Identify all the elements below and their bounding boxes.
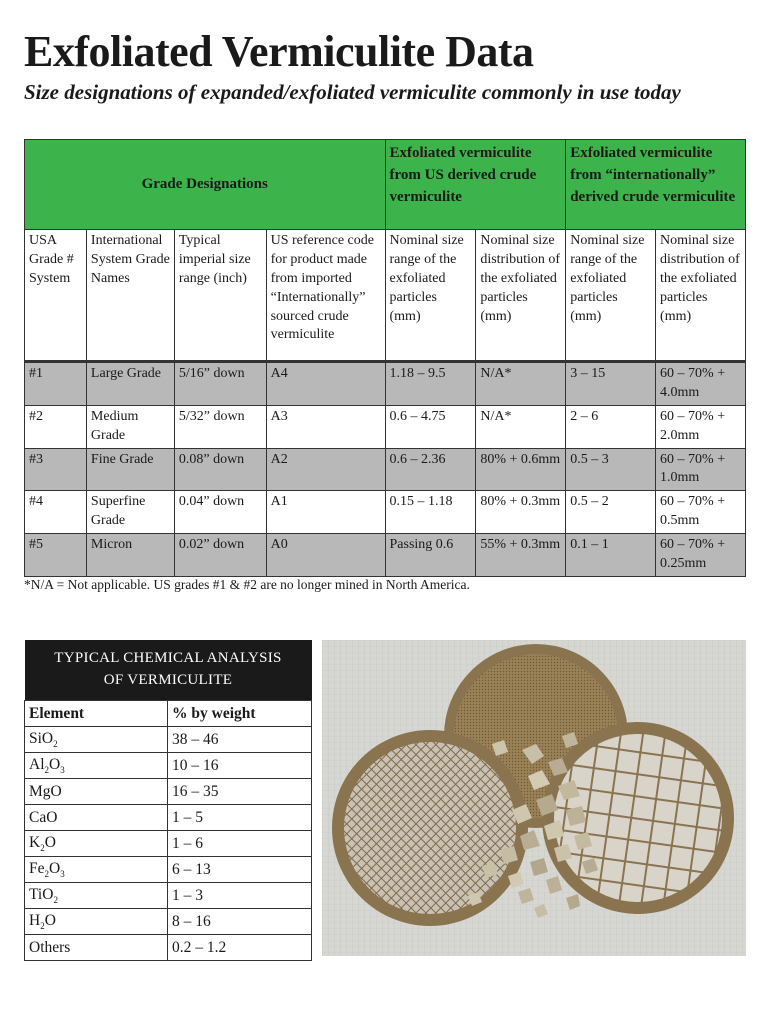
chemical-analysis-title xyxy=(25,640,312,701)
weight-cell: 16 – 35 xyxy=(168,779,312,805)
table-row xyxy=(25,362,746,406)
weight-cell: 1 – 3 xyxy=(168,883,312,909)
table-row xyxy=(25,805,312,831)
table-cell: 60 – 70% + 0.5mm xyxy=(656,491,746,534)
table-cell: 3 – 15 xyxy=(566,362,656,406)
table-cell: 0.6 – 2.36 xyxy=(385,448,476,491)
column-header: Nominal size distribution of the exfoliated particles (mm) xyxy=(656,230,746,362)
table-row xyxy=(25,753,312,779)
weight-cell: 8 – 16 xyxy=(168,909,312,935)
table-cell: Micron xyxy=(86,534,174,577)
table-cell: N/A* xyxy=(476,405,566,448)
table-cell: #3 xyxy=(25,448,87,491)
table-cell: 1.18 – 9.5 xyxy=(385,362,476,406)
element-column-header: Element xyxy=(25,701,168,727)
intl-derived-header: Exfoliated vermiculite from “internationally” derived crude vermiculite xyxy=(566,140,746,230)
column-header: Nominal size range of the exfoliated particles (mm) xyxy=(385,230,476,362)
page-subtitle: Size designations of expanded/exfoliated vermiculite commonly in use today xyxy=(24,80,681,104)
table-cell: 0.1 – 1 xyxy=(566,534,656,577)
sieves-illustration xyxy=(322,640,746,956)
column-header: Nominal size range of the exfoliated particles (mm) xyxy=(566,230,656,362)
table-row xyxy=(25,909,312,935)
weight-cell: 1 – 5 xyxy=(168,805,312,831)
weight-cell: 38 – 46 xyxy=(168,727,312,753)
table-cell: #4 xyxy=(25,491,87,534)
element-cell: MgO xyxy=(25,779,168,805)
table-cell: 0.04” down xyxy=(174,491,266,534)
weight-column-header: % by weight xyxy=(168,701,312,727)
table-cell: 60 – 70% + 1.0mm xyxy=(656,448,746,491)
table-cell: A3 xyxy=(266,405,385,448)
table-cell: 55% + 0.3mm xyxy=(476,534,566,577)
sieves-with-vermiculite-photo xyxy=(322,640,746,956)
grade-designations-table xyxy=(24,139,746,577)
weight-cell: 1 – 6 xyxy=(168,831,312,857)
table-cell: 80% + 0.6mm xyxy=(476,448,566,491)
element-cell: TiO$_2$ xyxy=(25,883,168,909)
table-cell: Superfine Grade xyxy=(86,491,174,534)
table-cell: 80% + 0.3mm xyxy=(476,491,566,534)
column-header: US reference code for product made from imported “Internationally” sourced crude vermiculite xyxy=(266,230,385,362)
table-cell: A4 xyxy=(266,362,385,406)
chemical-analysis-title-line1: TYPICAL CHEMICAL ANALYSIS xyxy=(54,650,282,667)
table-cell: 2 – 6 xyxy=(566,405,656,448)
table-row xyxy=(25,534,746,577)
column-header: Typical imperial size range (inch) xyxy=(174,230,266,362)
table-row xyxy=(25,883,312,909)
table-cell: 0.5 – 2 xyxy=(566,491,656,534)
table-row xyxy=(25,727,312,753)
weight-cell: 0.2 – 1.2 xyxy=(168,935,312,961)
column-header: USA Grade # System xyxy=(25,230,87,362)
table-cell: 0.02” down xyxy=(174,534,266,577)
element-cell: Others xyxy=(25,935,168,961)
table-cell: Passing 0.6 xyxy=(385,534,476,577)
table-cell: 0.15 – 1.18 xyxy=(385,491,476,534)
chemical-analysis-title-line2: OF VERMICULITE xyxy=(103,672,233,688)
table-cell: 60 – 70% + 4.0mm xyxy=(656,362,746,406)
table-row xyxy=(25,857,312,883)
table-footnote: *N/A = Not applicable. US grades #1 & #2 are no longer mined in North America. xyxy=(24,577,470,592)
table-cell: 5/32” down xyxy=(174,405,266,448)
table-cell: 5/16” down xyxy=(174,362,266,406)
weight-cell: 10 – 16 xyxy=(168,753,312,779)
weight-cell: 6 – 13 xyxy=(168,857,312,883)
table-cell: 60 – 70% + 2.0mm xyxy=(656,405,746,448)
chemical-analysis-table xyxy=(24,640,312,961)
element-cell: $K_2O$ xyxy=(25,831,168,857)
table-cell: Large Grade xyxy=(86,362,174,406)
table-row xyxy=(25,448,746,491)
table-cell: #5 xyxy=(25,534,87,577)
element-cell: $Al_2O_3$ xyxy=(25,753,168,779)
table-cell: 0.5 – 3 xyxy=(566,448,656,491)
table-row xyxy=(25,779,312,805)
element-cell: $H_2O$ xyxy=(25,909,168,935)
table-cell: Medium Grade xyxy=(86,405,174,448)
table-cell: Fine Grade xyxy=(86,448,174,491)
table-cell: 0.08” down xyxy=(174,448,266,491)
column-header: International System Grade Names xyxy=(86,230,174,362)
table-cell: A0 xyxy=(266,534,385,577)
table-row xyxy=(25,935,312,961)
table-cell: A2 xyxy=(266,448,385,491)
table-cell: #1 xyxy=(25,362,87,406)
table-cell: 60 – 70% + 0.25mm xyxy=(656,534,746,577)
element-cell: CaO xyxy=(25,805,168,831)
grade-designations-header: Grade Designations xyxy=(25,140,386,230)
table-cell: 0.6 – 4.75 xyxy=(385,405,476,448)
medium-sieve-mesh xyxy=(344,742,516,914)
table-cell: A1 xyxy=(266,491,385,534)
us-derived-header: Exfoliated vermiculite from US derived crude vermiculite xyxy=(385,140,566,230)
element-cell: $Fe_2O_3$ xyxy=(25,857,168,883)
element-cell: SiO$_2$ xyxy=(25,727,168,753)
table-cell: N/A* xyxy=(476,362,566,406)
table-row xyxy=(25,491,746,534)
page-title: Exfoliated Vermiculite Data xyxy=(24,27,534,76)
column-header: Nominal size distribution of the exfoliated particles (mm) xyxy=(476,230,566,362)
table-cell: #2 xyxy=(25,405,87,448)
table-row xyxy=(25,405,746,448)
table-row xyxy=(25,831,312,857)
